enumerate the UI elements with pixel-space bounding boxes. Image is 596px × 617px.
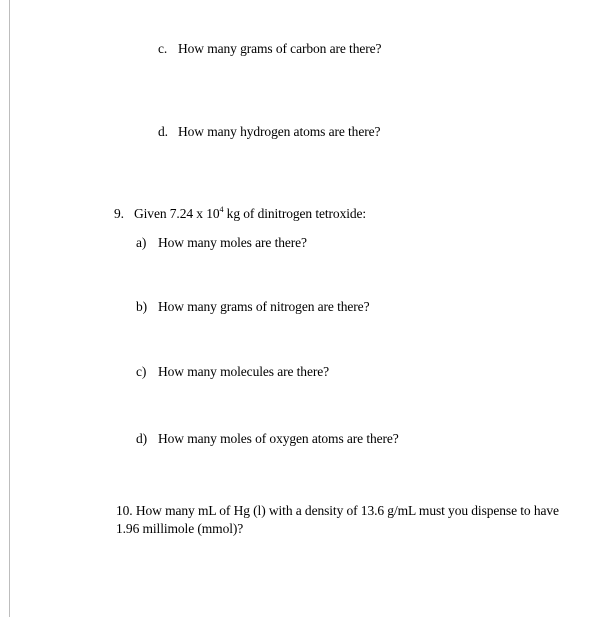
part-a-text: How many moles are there? — [158, 235, 307, 250]
question-9-part-a — [136, 235, 307, 251]
part-c-text: How many molecules are there? — [158, 364, 330, 379]
question-9-exponent: 4 — [219, 204, 224, 214]
question-10-line-2: 1.96 millimole (mmol)? — [116, 521, 244, 536]
question-c-text: How many grams of carbon are there? — [178, 41, 382, 56]
question-9-part-b — [136, 299, 369, 315]
question-9-stem-before: Given 7.24 x 10 — [134, 206, 220, 221]
question-d-marker: d. — [158, 124, 168, 139]
question-9-stem-after: kg of dinitrogen tetroxide: — [223, 206, 367, 221]
question-c — [158, 41, 381, 57]
question-9-number: 9. — [114, 206, 124, 221]
question-d-text: How many hydrogen atoms are there? — [178, 124, 381, 139]
part-d-text: How many moles of oxygen atoms are there? — [158, 431, 399, 446]
part-b-marker: b) — [136, 299, 148, 314]
question-9-part-c — [136, 364, 329, 380]
part-c-marker: c) — [136, 364, 147, 379]
part-d-marker: d) — [136, 431, 148, 446]
part-b-text: How many grams of nitrogen are there? — [158, 299, 370, 314]
question-d — [158, 124, 380, 140]
page-left-border — [9, 0, 10, 617]
question-10-line-1: 10. How many mL of Hg (l) with a density of 13.6 g/mL must you dispense to have — [116, 503, 559, 518]
question-9-stem — [114, 206, 366, 222]
part-a-marker: a) — [136, 235, 147, 250]
question-c-marker: c. — [158, 41, 168, 56]
question-9-part-d — [136, 431, 399, 447]
